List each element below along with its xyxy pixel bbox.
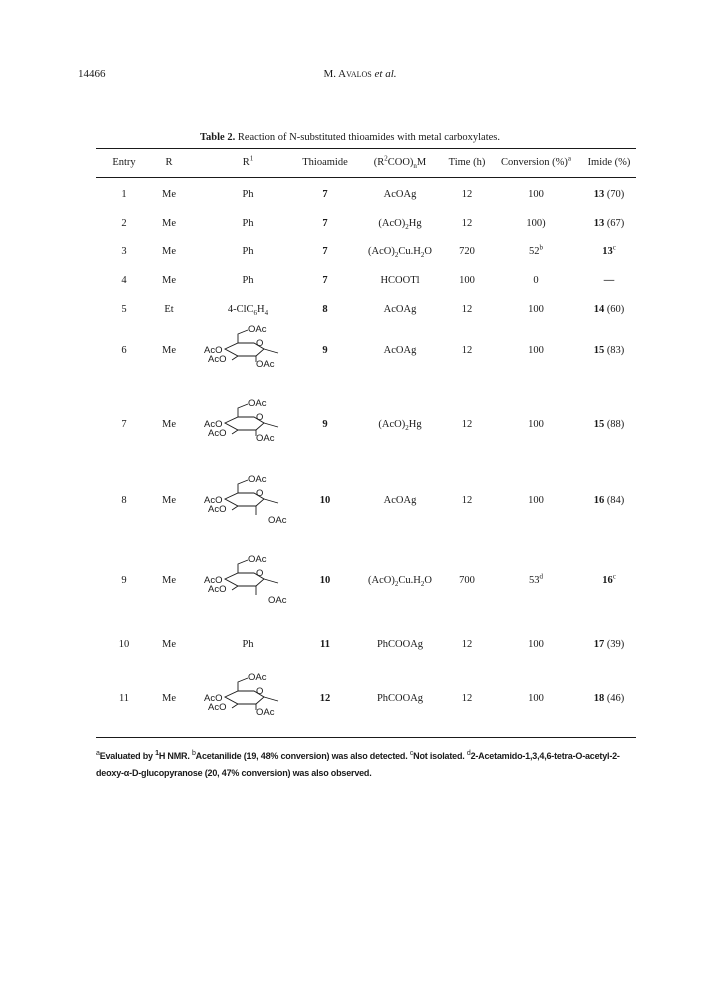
footnote-b-mark: b	[191, 750, 196, 757]
cell-entry: 2	[121, 218, 127, 229]
cell-entry: 1	[121, 189, 127, 200]
cell-r: Me	[162, 639, 176, 650]
glucopyranosyl-structure	[198, 670, 294, 728]
cell-entry: 10	[118, 639, 130, 650]
sugar-oac-top: OAc	[248, 324, 267, 335]
cell-thioamide: 10	[319, 495, 331, 506]
sugar-aco-upper: AcO	[204, 419, 223, 430]
cell-r1: Ph	[242, 639, 254, 650]
running-head-etal: et al.	[371, 68, 397, 80]
cell-reagent: $(AcO)_2Hg$	[378, 218, 422, 232]
cell-conversion: 100	[528, 419, 544, 430]
header-thioamide: Thioamide	[302, 157, 348, 168]
sugar-oac-bottom: OAc	[268, 595, 287, 606]
cell-conversion: 52$^b$	[529, 243, 543, 257]
cell-r1-structure	[198, 670, 294, 733]
cell-time: 12	[461, 304, 473, 315]
cell-r: Me	[162, 345, 176, 356]
cell-time: 12	[461, 693, 473, 704]
cell-imide: 16$^c$	[602, 572, 616, 586]
cell-reagent: $(AcO)_2Cu.H_2O$	[368, 575, 432, 589]
header-r: R	[165, 157, 173, 168]
cell-r1-structure	[198, 396, 294, 459]
running-head	[0, 68, 720, 80]
sugar-aco-upper: AcO	[204, 575, 223, 586]
cell-imide: 16 (84)	[593, 495, 625, 506]
header-imide: Imide (%)	[587, 157, 631, 168]
cell-thioamide: 12	[319, 693, 331, 704]
sugar-oac-bottom: OAc	[268, 515, 287, 526]
cell-r: Me	[162, 693, 176, 704]
sugar-oac-bottom: OAc	[256, 707, 275, 718]
sugar-aco-upper: AcO	[204, 345, 223, 356]
cell-thioamide: 7	[322, 246, 328, 257]
cell-conversion: 100	[528, 495, 544, 506]
caption-number: 2.	[227, 132, 236, 143]
glucopyranosyl-structure	[198, 322, 294, 380]
cell-r: Me	[162, 419, 176, 430]
footnote-d: 2-Acetamido-1,3,4,6-tetra-O-acetyl-2-deoxy-α-D-glucopyranose (20, 47% conversion) was also observed.	[96, 751, 620, 778]
cell-thioamide: 10	[319, 575, 331, 586]
cell-conversion: 100	[528, 304, 544, 315]
cell-time: 12	[461, 639, 473, 650]
cell-r1: Ph	[242, 246, 254, 257]
footnote-b: Acetanilide (19, 48% conversion) was also detected.	[195, 751, 410, 761]
cell-reagent: PhCOOAg	[376, 639, 424, 650]
cell-r: Me	[162, 218, 176, 229]
cell-r1-structure	[198, 552, 294, 615]
footnote-c-mark: c	[409, 750, 414, 757]
sugar-oac-bottom: OAc	[256, 433, 275, 444]
cell-reagent: AcOAg	[383, 304, 417, 315]
header-r1: $R^1$	[242, 154, 254, 168]
cell-thioamide: 9	[322, 345, 328, 356]
cell-thioamide: 9	[322, 419, 328, 430]
caption-text: Reaction of N-substituted thioamides with metal carboxylates.	[237, 132, 500, 143]
cell-conversion: 100	[528, 345, 544, 356]
cell-conversion: 100)	[526, 218, 546, 229]
sugar-ring-oxygen: O	[256, 568, 264, 579]
cell-thioamide: 7	[322, 275, 328, 286]
cell-entry: 6	[121, 345, 127, 356]
cell-imide: 13$^c$	[602, 243, 616, 257]
glucopyranosyl-structure	[198, 396, 294, 454]
footnotes	[96, 748, 644, 782]
cell-r1: Ph	[242, 189, 254, 200]
cell-time: 12	[461, 189, 473, 200]
sugar-ring-oxygen: O	[256, 686, 264, 697]
cell-time: 12	[461, 419, 473, 430]
sugar-ring-oxygen: O	[256, 488, 264, 499]
cell-imide: 18 (46)	[593, 693, 625, 704]
cell-r: Me	[162, 575, 176, 586]
cell-r1-structure	[198, 472, 294, 535]
sugar-oac-top: OAc	[248, 672, 267, 683]
footnote-a-mark: a	[96, 750, 100, 757]
cell-entry: 3	[121, 246, 127, 257]
cell-entry: 11	[118, 693, 130, 704]
table-caption	[200, 132, 500, 143]
footnote-c: Not isolated.	[413, 751, 467, 761]
cell-entry: 7	[121, 419, 127, 430]
cell-time: 100	[459, 275, 475, 286]
cell-entry: 5	[121, 304, 127, 315]
table-top-rule	[96, 148, 636, 149]
header-entry: Entry	[112, 157, 136, 168]
cell-reagent: $(AcO)_2Hg$	[378, 419, 422, 433]
sugar-ring-oxygen: O	[256, 338, 264, 349]
cell-r: Et	[164, 304, 174, 315]
cell-r: Me	[162, 189, 176, 200]
sugar-oac-top: OAc	[248, 474, 267, 485]
cell-reagent: $(AcO)_2Cu.H_2O$	[368, 246, 432, 260]
cell-thioamide: 8	[322, 304, 328, 315]
cell-time: 720	[459, 246, 475, 257]
sugar-aco-upper: AcO	[204, 693, 223, 704]
table-bottom-rule	[96, 737, 636, 738]
cell-conversion: 100	[528, 189, 544, 200]
cell-reagent: HCOOTl	[380, 275, 420, 286]
sugar-aco-lower: AcO	[208, 354, 227, 365]
sugar-aco-upper: AcO	[204, 495, 223, 506]
cell-reagent: AcOAg	[383, 495, 417, 506]
footnote-d-mark: d	[466, 750, 471, 757]
header-conversion: Conversion (%)$^a$	[501, 154, 571, 168]
sugar-aco-lower: AcO	[208, 428, 227, 439]
cell-r1: $4-ClC_6H_4$	[227, 304, 269, 318]
cell-entry: 8	[121, 495, 127, 506]
caption-label: Table	[200, 132, 225, 143]
cell-time: 12	[461, 345, 473, 356]
cell-conversion: 100	[528, 639, 544, 650]
cell-time: 12	[461, 495, 473, 506]
cell-imide: 13 (70)	[593, 189, 625, 200]
cell-imide: 15 (88)	[593, 419, 625, 430]
cell-thioamide: 11	[320, 639, 330, 650]
page-number: 14466	[78, 68, 106, 80]
cell-r1: Ph	[242, 218, 254, 229]
cell-conversion: 100	[528, 693, 544, 704]
cell-r1-structure	[198, 322, 294, 385]
cell-thioamide: 7	[322, 218, 328, 229]
cell-r1: Ph	[242, 275, 254, 286]
sugar-ring-oxygen: O	[256, 412, 264, 423]
sugar-oac-bottom: OAc	[256, 359, 275, 370]
table-header-rule	[96, 177, 636, 178]
cell-imide: 13 (67)	[593, 218, 625, 229]
cell-r: Me	[162, 495, 176, 506]
sugar-aco-lower: AcO	[208, 504, 227, 515]
footnote-a: Evaluated by $^1$H NMR.	[99, 750, 192, 761]
cell-entry: 9	[121, 575, 127, 586]
sugar-aco-lower: AcO	[208, 702, 227, 713]
cell-time: 700	[459, 575, 475, 586]
cell-conversion: 53$^d$	[529, 572, 543, 586]
cell-entry: 4	[121, 275, 127, 286]
cell-reagent: PhCOOAg	[376, 693, 424, 704]
cell-imide: 14 (60)	[593, 304, 625, 315]
cell-reagent: AcOAg	[383, 345, 417, 356]
sugar-oac-top: OAc	[248, 554, 267, 565]
sugar-oac-top: OAc	[248, 398, 267, 409]
cell-imide: —	[603, 275, 615, 286]
running-head-author: M. Avalos	[323, 68, 372, 80]
cell-imide: 15 (83)	[593, 345, 625, 356]
cell-imide: 17 (39)	[593, 639, 625, 650]
cell-reagent: AcOAg	[383, 189, 417, 200]
cell-time: 12	[461, 218, 473, 229]
sugar-aco-lower: AcO	[208, 584, 227, 595]
cell-conversion: 0	[533, 275, 539, 286]
glucopyranosyl-structure	[198, 552, 294, 610]
cell-r: Me	[162, 246, 176, 257]
glucopyranosyl-structure	[198, 472, 294, 530]
cell-thioamide: 7	[322, 189, 328, 200]
header-time: Time (h)	[448, 157, 486, 168]
header-reagent: $(R^2COO)_nM$	[373, 154, 427, 171]
cell-r: Me	[162, 275, 176, 286]
